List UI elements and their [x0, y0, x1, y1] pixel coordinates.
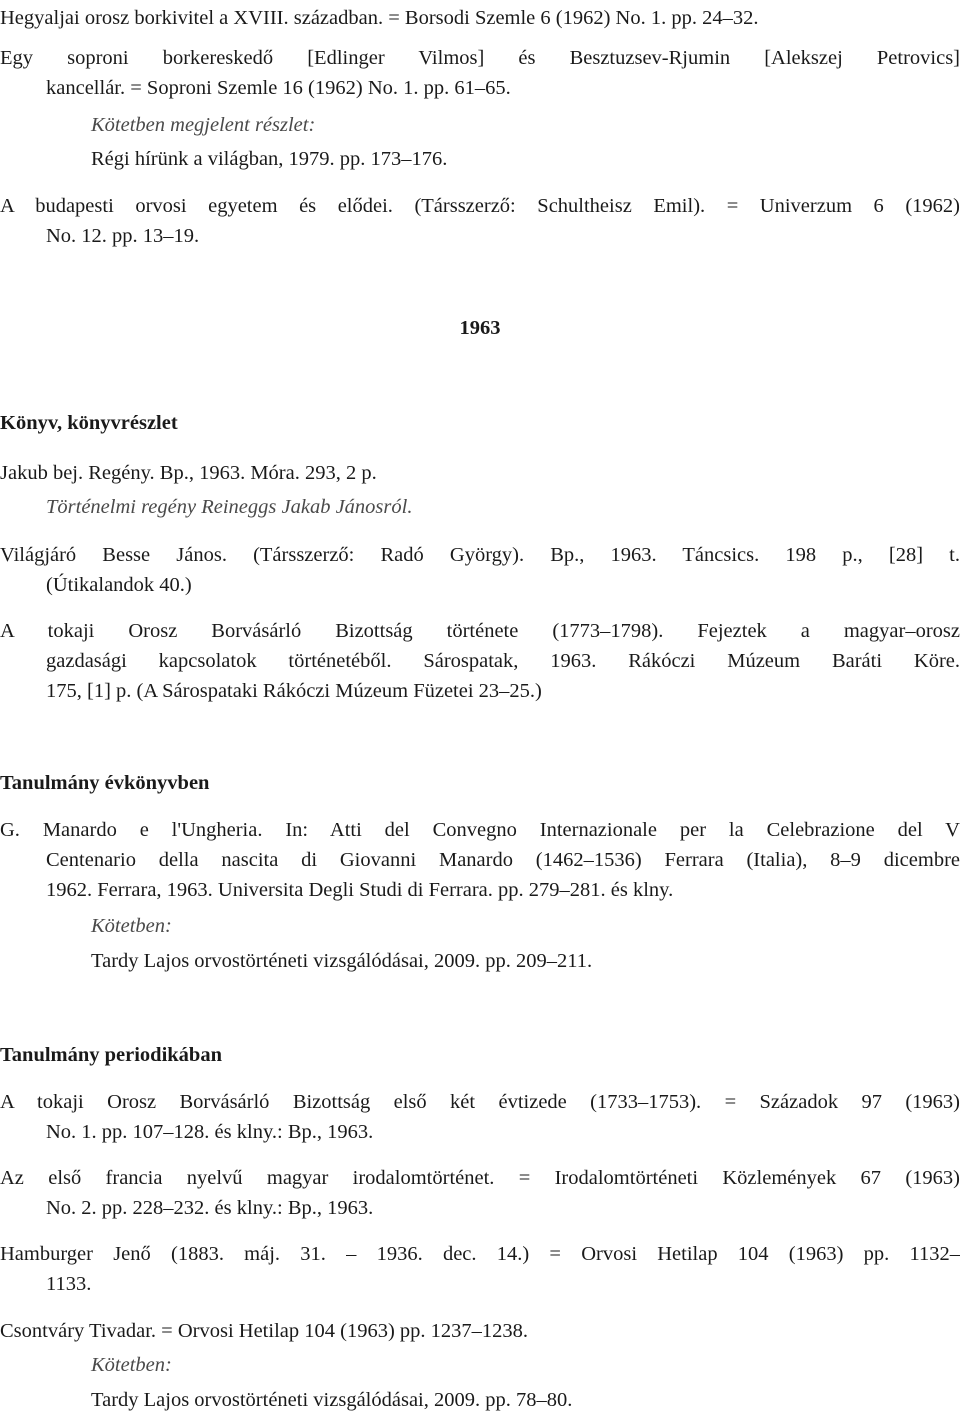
entry-line: No. 1. pp. 107–128. és klny.: Bp., 1963. — [46, 1121, 374, 1143]
entry-line: Hamburger Jenő (1883. máj. 31. – 1936. dec. 14.) = Orvosi Hetilap 104 (1963) pp. 1132– — [0, 1243, 960, 1265]
entry-line: No. 12. pp. 13–19. — [46, 225, 200, 247]
entry-line: Az első francia nyelvű magyar irodalomtörténet. = Irodalomtörténeti Közlemények 67 (1963) — [0, 1167, 960, 1189]
section-title: Tanulmány periodikában — [0, 1044, 222, 1066]
year-heading: 1963 — [459, 317, 501, 339]
entry-line: kancellár. = Soproni Szemle 16 (1962) No. 1. pp. 61–65. — [46, 77, 511, 99]
entry-line: Jakub bej. Regény. Bp., 1963. Móra. 293, 2 p. — [0, 462, 377, 484]
section-title: Tanulmány évkönyvben — [0, 772, 210, 794]
entry-line: (Útikalandok 40.) — [46, 574, 192, 596]
entry-note: Történelmi regény Reineggs Jakab Jánosról. — [46, 496, 413, 518]
entry-line: Centenario della nascita di Giovanni Manardo (1462–1536) Ferrara (Italia), 8–9 dicembre — [46, 849, 960, 871]
note-text: Régi hírünk a világban, 1979. pp. 173–176. — [91, 148, 448, 170]
note-text: Tardy Lajos orvostörténeti vizsgálódásai, 2009. pp. 78–80. — [91, 1389, 573, 1411]
note-label: Kötetben megjelent részlet: — [91, 114, 316, 136]
note-label: Kötetben: — [91, 1354, 172, 1376]
section-title: Könyv, könyvrészlet — [0, 412, 178, 434]
entry-line: Csontváry Tivadar. = Orvosi Hetilap 104 (1963) pp. 1237–1238. — [0, 1320, 529, 1342]
entry-line: 1133. — [46, 1273, 92, 1295]
entry-line: 1962. Ferrara, 1963. Universita Degli Studi di Ferrara. pp. 279–281. és klny. — [46, 879, 674, 901]
note-label: Kötetben: — [91, 915, 172, 937]
entry-line: A tokaji Orosz Borvásárló Bizottság első két évtizede (1733–1753). = Századok 97 (1963) — [0, 1091, 960, 1113]
entry-line: A tokaji Orosz Borvásárló Bizottság története (1773–1798). Fejeztek a magyar–orosz — [0, 620, 960, 642]
entry-line: gazdasági kapcsolatok történetéből. Sárospatak, 1963. Rákóczi Múzeum Baráti Köre. — [46, 650, 960, 672]
entry-line: A budapesti orvosi egyetem és elődei. (Társszerző: Schultheisz Emil). = Univerzum 6 (1962) — [0, 195, 960, 217]
entry-line: No. 2. pp. 228–232. és klny.: Bp., 1963. — [46, 1197, 374, 1219]
entry-line: G. Manardo e l'Ungheria. In: Atti del Convegno Internazionale per la Celebrazione del V — [0, 819, 960, 841]
entry-line: Egy soproni borkereskedő [Edlinger Vilmos] és Besztuzsev-Rjumin [Alekszej Petrovics] — [0, 47, 960, 69]
entry-line: 175, [1] p. (A Sárospataki Rákóczi Múzeum Füzetei 23–25.) — [46, 680, 542, 702]
entry-line: Hegyaljai orosz borkivitel a XVIII. században. = Borsodi Szemle 6 (1962) No. 1. pp. 24–32. — [0, 7, 759, 29]
entry-line: Világjáró Besse János. (Társszerző: Radó György). Bp., 1963. Táncsics. 198 p., [28] t. — [0, 544, 960, 566]
note-text: Tardy Lajos orvostörténeti vizsgálódásai, 2009. pp. 209–211. — [91, 950, 593, 972]
